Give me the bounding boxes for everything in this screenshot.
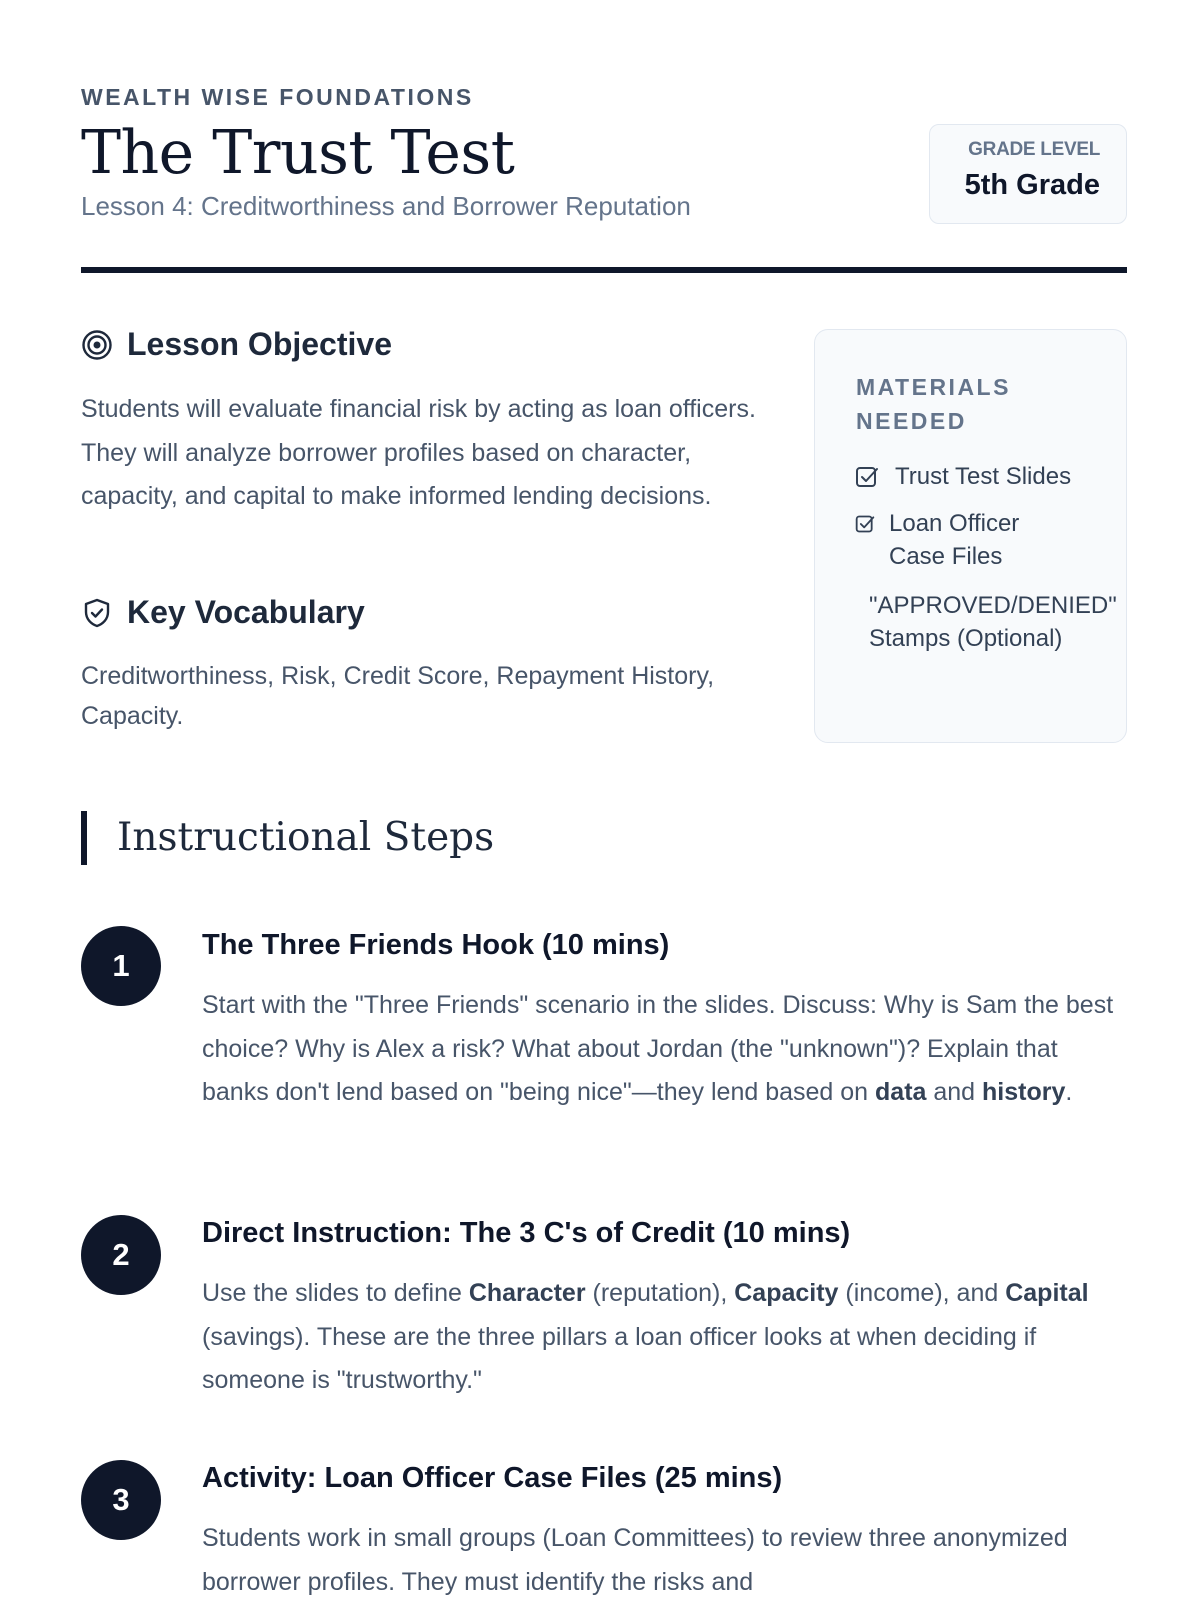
checkbox-icon — [855, 465, 879, 489]
step-title: Activity: Loan Officer Case Files (25 mins) — [202, 1462, 783, 1494]
lesson-subtitle: Lesson 4: Creditworthiness and Borrower Reputation — [81, 191, 691, 221]
materials-card — [814, 329, 1127, 743]
step-number-badge: 1 — [81, 926, 161, 1006]
objective-text: Students will evaluate financial risk by acting as loan officers. They will analyze borrower profiles based on character, capacity, and capital to make informed lending decisions. — [81, 395, 756, 510]
steps-heading: Instructional Steps — [81, 811, 494, 865]
vocabulary-heading — [81, 594, 365, 631]
step-description: Students work in small groups (Loan Committees) to review three anonymized borrower profiles. They must identify the risks and — [202, 1524, 1068, 1596]
materials-item-label: "APPROVED/DENIED" Stamps (Optional) — [869, 592, 1117, 652]
lesson-plan-page — [81, 0, 1127, 1600]
vocabulary-heading-text: Key Vocabulary — [127, 594, 365, 630]
objective-heading — [81, 326, 392, 363]
checkbox-icon — [855, 514, 875, 534]
grade-level-value: 5th Grade — [964, 169, 1100, 201]
objective-heading-text: Lesson Objective — [127, 326, 392, 362]
header-divider — [81, 267, 1127, 273]
materials-title: MATERIALS NEEDED — [856, 374, 1011, 434]
step-number-badge: 2 — [81, 1215, 161, 1295]
step-number-badge: 3 — [81, 1460, 161, 1540]
step-description: Use the slides to define Character (reputation), Capacity (income), and Capital (savings). These are the three pillars a loan officer looks at when deciding if someone is "trustworthy." — [202, 1279, 1089, 1394]
materials-item-label: Loan Officer Case Files — [889, 510, 1020, 570]
grade-level-card — [929, 124, 1127, 224]
materials-item — [869, 589, 1119, 655]
materials-item-label: Trust Test Slides — [895, 463, 1072, 490]
target-icon — [81, 329, 113, 361]
step-title: The Three Friends Hook (10 mins) — [202, 929, 670, 961]
grade-level-label: GRADE LEVEL — [968, 139, 1100, 160]
step-title: Direct Instruction: The 3 C's of Credit (10 mins) — [202, 1217, 851, 1249]
shield-check-icon — [81, 597, 113, 629]
page-title: The Trust Test — [81, 118, 515, 188]
series-label: WEALTH WISE FOUNDATIONS — [81, 84, 474, 110]
step-description: Start with the "Three Friends" scenario in the slides. Discuss: Why is Sam the best choice? Why is Alex a risk? What about Jordan (the "unknown")? Explain that banks don't lend based on "being nice"—they lend based on data and history. — [202, 991, 1114, 1106]
vocabulary-text: Creditworthiness, Risk, Credit Score, Repayment History, Capacity. — [81, 662, 715, 730]
